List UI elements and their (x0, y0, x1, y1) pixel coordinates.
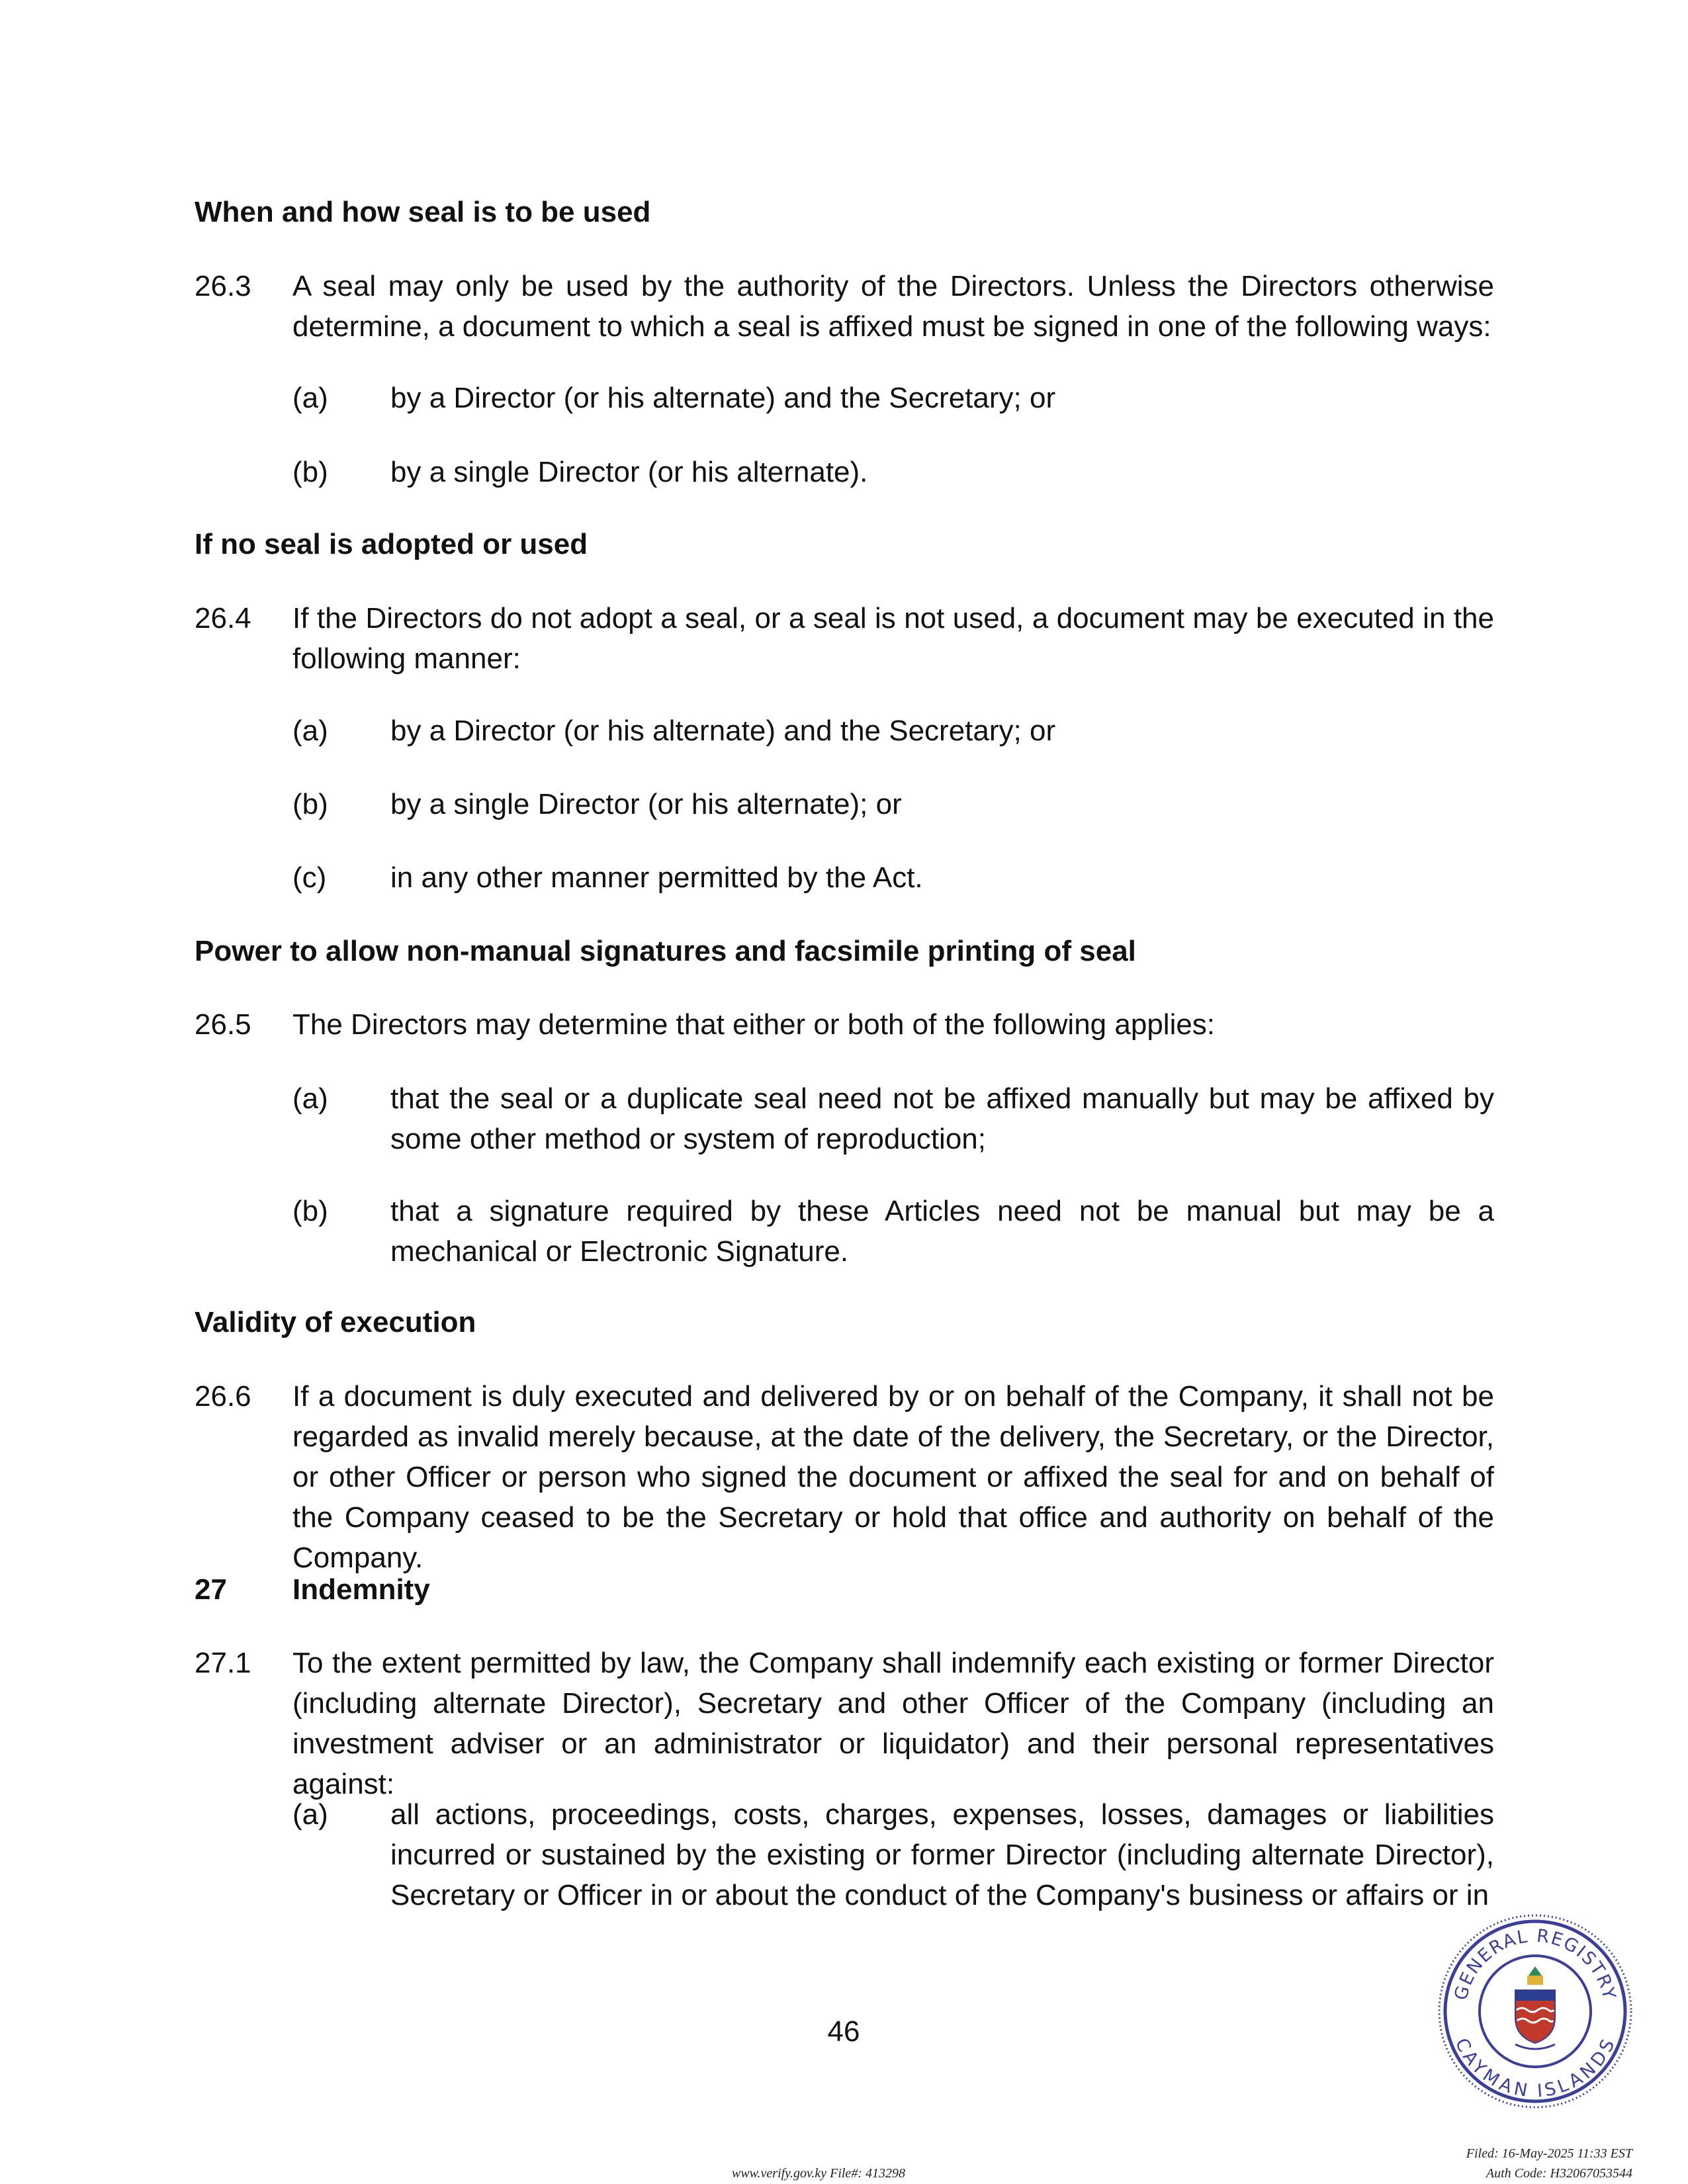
item-label: (a) (292, 715, 328, 747)
item-text: that the seal or a duplicate seal need not be affixed manually but may be affixed by some other method or system of reproduction; (390, 1082, 1494, 1155)
article-number: 27 (195, 1573, 227, 1606)
item-text: by a single Director (or his alternate); or (390, 788, 902, 820)
clause-item (292, 1078, 1494, 1159)
clause-item (292, 857, 1494, 898)
item-text: by a single Director (or his alternate). (390, 456, 868, 488)
item-text: by a Director (or his alternate) and the Secretary; or (390, 715, 1056, 747)
filed-date: Filed: 16-May-2025 11:33 EST (1466, 2146, 1632, 2161)
clause-item (292, 1191, 1494, 1272)
verify-url-file-number: www.verify.gov.ky File#: 413298 (732, 2166, 905, 2181)
seal-bottom-text: CAYMAN ISLANDS (1450, 2035, 1620, 2102)
item-text: all actions, proceedings, costs, charges, expenses, losses, damages or liabilities incurred or sustained by the existing or former Director (including alternate Director), Secretary or Officer in or about the conduct of the Company's business or affairs or in (390, 1798, 1494, 1911)
item-label: (b) (292, 1195, 328, 1227)
item-text: that a signature required by these Articles need not be manual but may be a mechanical or Electronic Signature. (390, 1195, 1494, 1268)
clause-item (292, 711, 1494, 751)
clause-27-1 (195, 1643, 1494, 1804)
page-number: 46 (827, 2015, 860, 2048)
clause-item (292, 784, 1494, 824)
item-label: (b) (292, 788, 328, 820)
item-text: by a Director (or his alternate) and the Secretary; or (390, 382, 1056, 414)
clause-number: 26.5 (195, 1008, 251, 1041)
clause-number: 26.4 (195, 602, 251, 634)
registry-seal-icon (1436, 1912, 1634, 2111)
section-heading: When and how seal is to be used (195, 196, 651, 228)
clause-text: If a document is duly executed and delivered by or on behalf of the Company, it shall not be regarded as invalid merely because, at the date of the delivery, the Secretary, or the Director, or other Officer or person who signed the document or affixed the seal for and on behalf of the Company ceased to be the Secretary or hold that office and authority on behalf of the Company. (292, 1380, 1494, 1574)
clause-26-6 (195, 1376, 1494, 1578)
seal-top-text: GENERAL REGISTRY (1450, 1925, 1620, 2003)
clause-item (292, 452, 1494, 492)
clause-26-3 (195, 266, 1494, 347)
item-label: (c) (292, 861, 327, 894)
section-heading: If no seal is adopted or used (195, 528, 588, 560)
item-label: (b) (292, 456, 328, 488)
clause-text: To the extent permitted by law, the Company shall indemnify each existing or former Director (including alternate Director), Secretary and other Officer of the Company (including an investment adviser or an administrator or liquidator) and their personal representatives against: (292, 1647, 1494, 1800)
clause-item (292, 378, 1494, 418)
auth-code: Auth Code: H32067053544 (1486, 2166, 1632, 2181)
clause-26-5 (195, 1004, 1494, 1045)
clause-item (292, 1794, 1494, 1915)
section-heading: Power to allow non-manual signatures and facsimile printing of seal (195, 935, 1136, 967)
clause-text: If the Directors do not adopt a seal, or a seal is not used, a document may be executed in the following manner: (292, 602, 1494, 675)
clause-number: 27.1 (195, 1647, 251, 1679)
item-label: (a) (292, 382, 328, 414)
section-heading: Validity of execution (195, 1306, 476, 1338)
clause-text: The Directors may determine that either or both of the following applies: (292, 1008, 1216, 1041)
clause-text: A seal may only be used by the authority of the Directors. Unless the Directors otherwise determine, a document to which a seal is affixed must be signed in one of the following ways: (292, 270, 1494, 343)
clause-number: 26.6 (195, 1380, 251, 1413)
item-label: (a) (292, 1798, 328, 1831)
item-text: in any other manner permitted by the Act. (390, 861, 923, 894)
item-label: (a) (292, 1082, 328, 1115)
clause-26-4 (195, 598, 1494, 679)
article-title: Indemnity (292, 1573, 430, 1606)
clause-number: 26.3 (195, 270, 251, 302)
